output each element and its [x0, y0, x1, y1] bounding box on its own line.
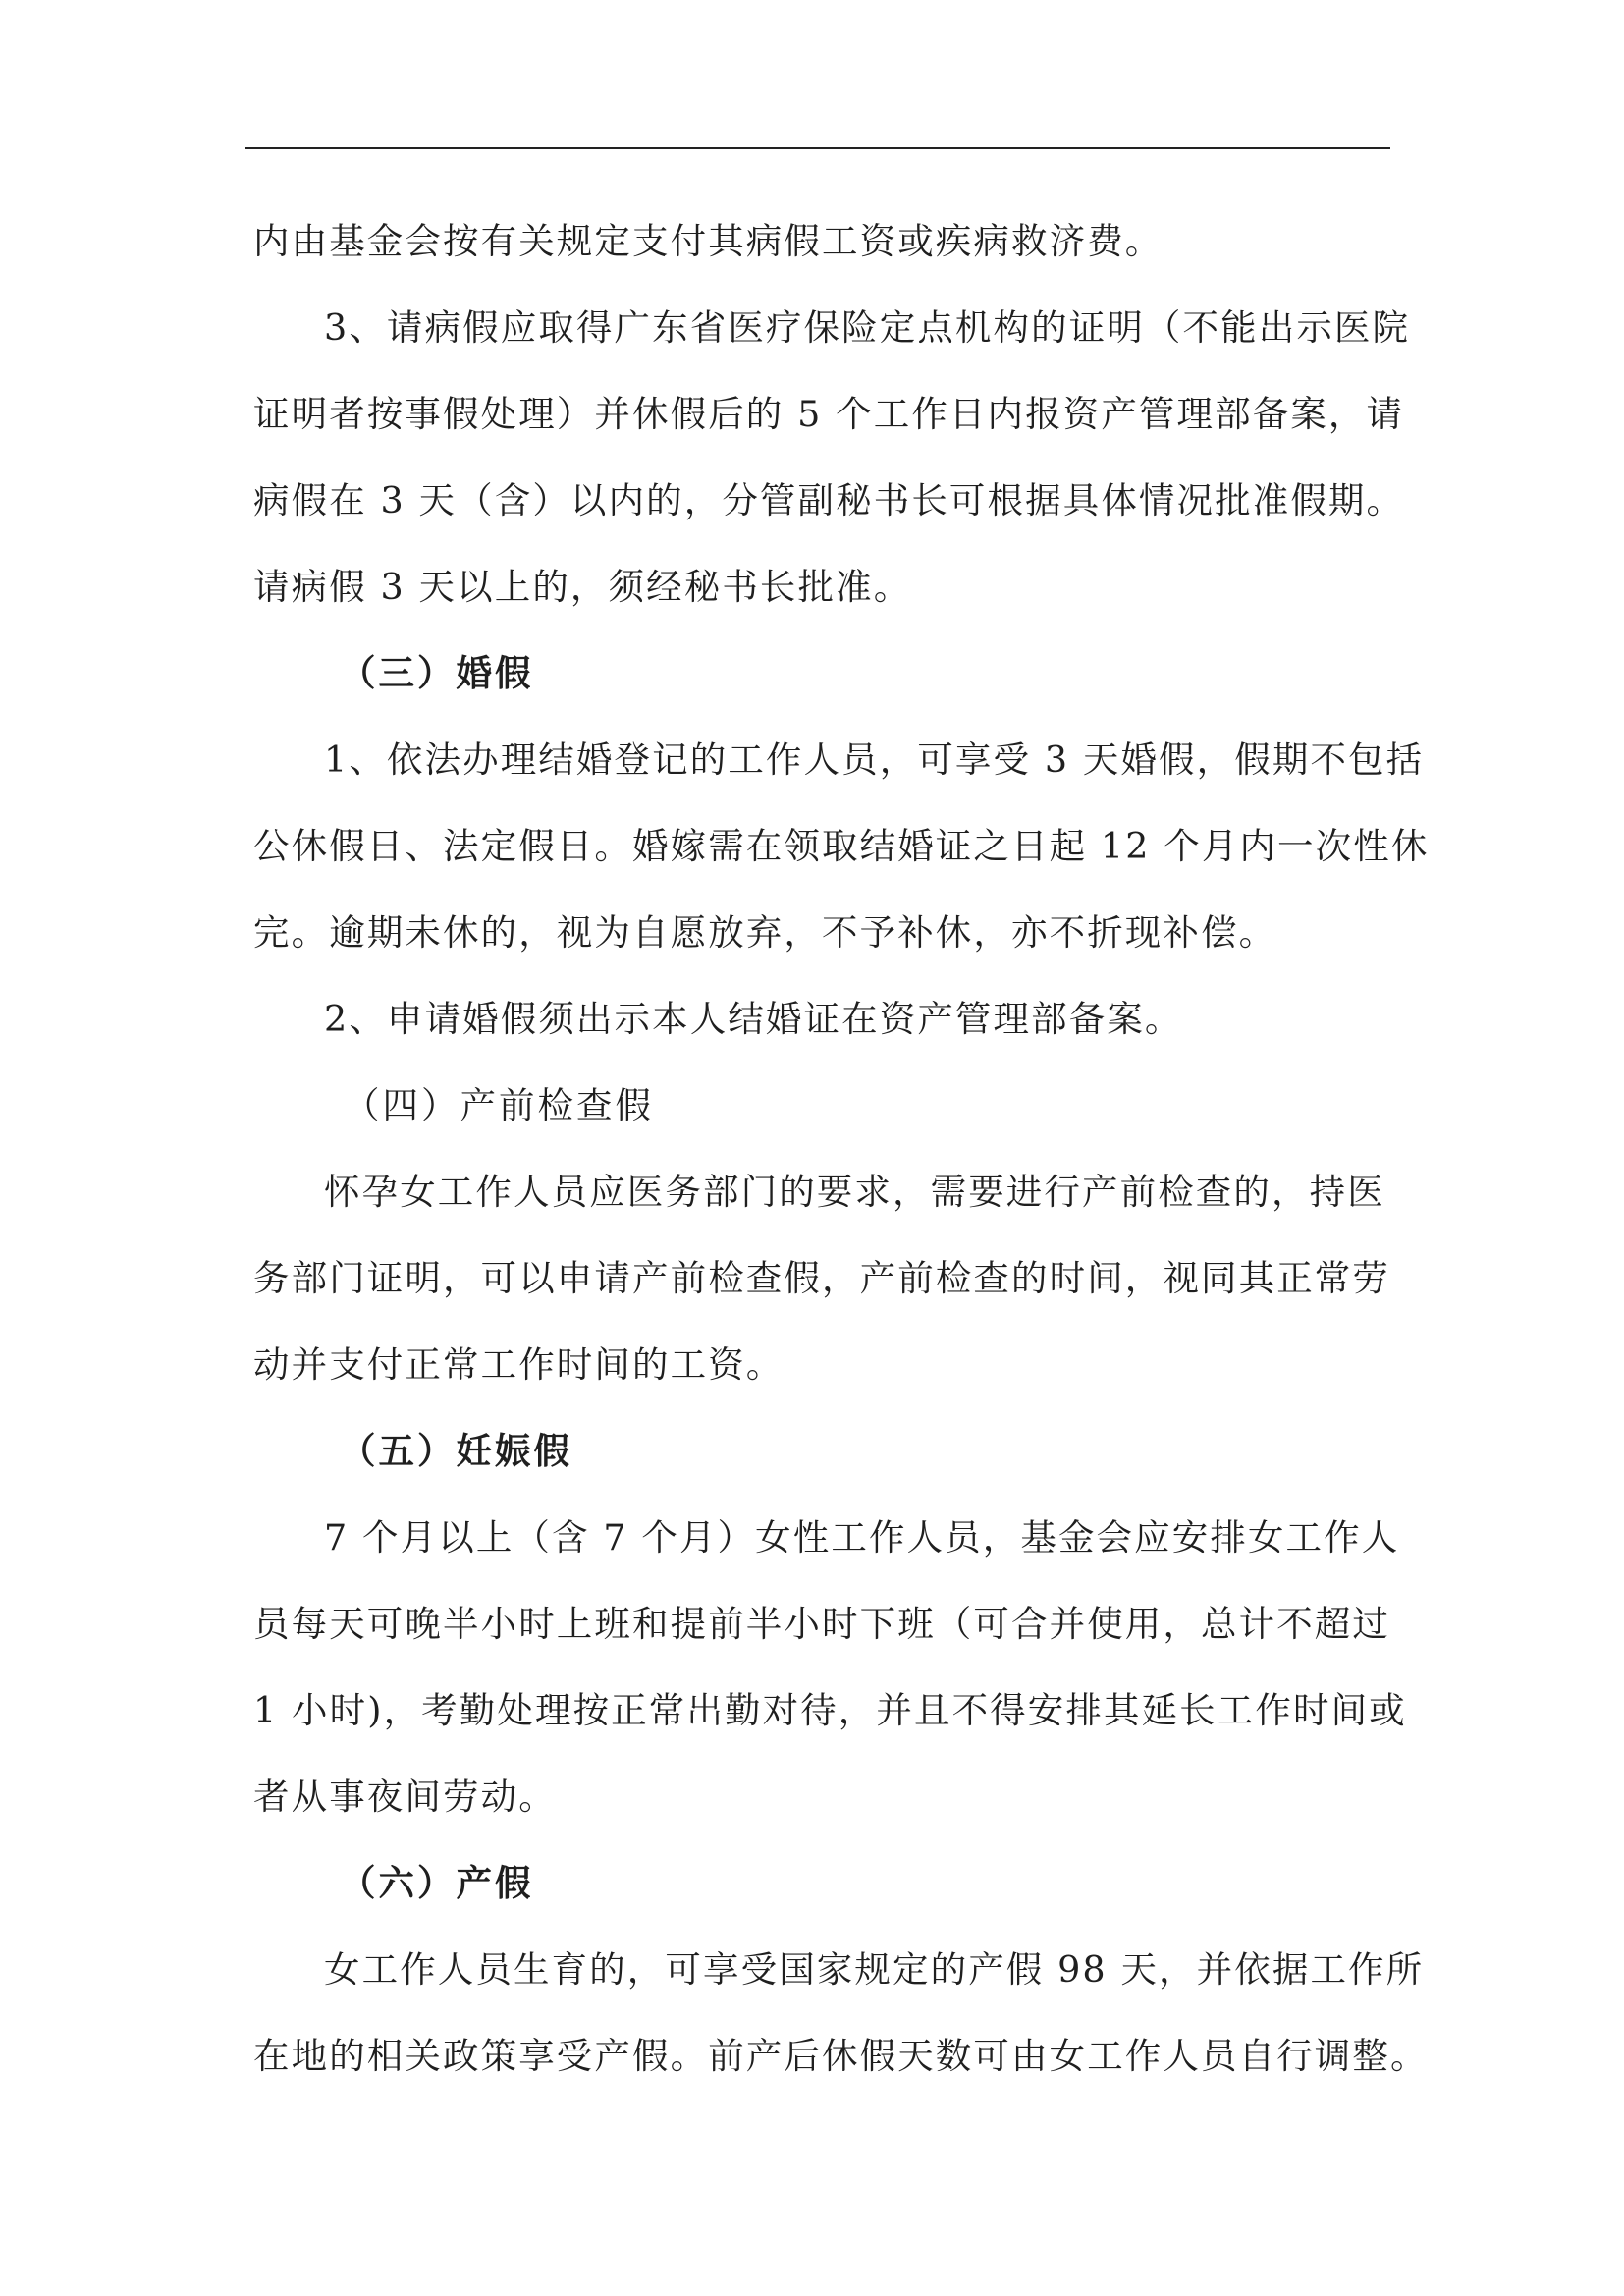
body-line: 完。逾期未休的，视为自愿放弃，不予补休，亦不折现补偿。 — [253, 911, 1277, 954]
body-line: 病假在 3 天（含）以内的，分管副秘书长可根据具体情况批准假期。 — [253, 479, 1405, 521]
body-line: 怀孕女工作人员应医务部门的要求，需要进行产前检查的，持医 — [324, 1171, 1385, 1213]
body-line: 女工作人员生育的，可享受国家规定的产假 98 天，并依据工作所 — [324, 1948, 1425, 1991]
body-line: 务部门证明，可以申请产前检查假，产前检查的时间，视同其正常劳 — [253, 1257, 1390, 1299]
body-line: 员每天可晚半小时上班和提前半小时下班（可合并使用，总计不超过 — [253, 1603, 1390, 1645]
body-line: 者从事夜间劳动。 — [253, 1776, 557, 1818]
body-line: 3、请病假应取得广东省医疗保险定点机构的证明（不能出示医院 — [324, 306, 1411, 349]
body-line: 内由基金会按有关规定支付其病假工资或疾病救济费。 — [253, 220, 1164, 262]
body-line: 1 小时)，考勤处理按正常出勤对待，并且不得安排其延长工作时间或 — [253, 1689, 1407, 1731]
section-heading-maternity-leave: （六）产假 — [340, 1862, 534, 1904]
body-line: 7 个月以上（含 7 个月）女性工作人员，基金会应安排女工作人 — [324, 1516, 1400, 1558]
body-line: 公休假日、法定假日。婚嫁需在领取结婚证之日起 12 个月内一次性休 — [253, 825, 1430, 867]
section-heading-pregnancy-leave: （五）妊娠假 — [340, 1430, 572, 1472]
body-line: 请病假 3 天以上的，须经秘书长批准。 — [253, 566, 912, 608]
body-line: 在地的相关政策享受产假。前产后休假天数可由女工作人员自行调整。 — [253, 2035, 1429, 2077]
body-line: 动并支付正常工作时间的工资。 — [253, 1343, 785, 1386]
body-line: 1、依法办理结婚登记的工作人员，可享受 3 天婚假，假期不包括 — [324, 738, 1425, 781]
body-line: 证明者按事假处理）并休假后的 5 个工作日内报资产管理部备案，请 — [253, 393, 1405, 435]
body-line: 2、申请婚假须出示本人结婚证在资产管理部备案。 — [324, 998, 1183, 1040]
section-heading-marriage-leave: （三）婚假 — [340, 652, 534, 694]
header-rule — [245, 147, 1390, 149]
section-heading-prenatal-leave: （四）产前检查假 — [344, 1084, 654, 1126]
